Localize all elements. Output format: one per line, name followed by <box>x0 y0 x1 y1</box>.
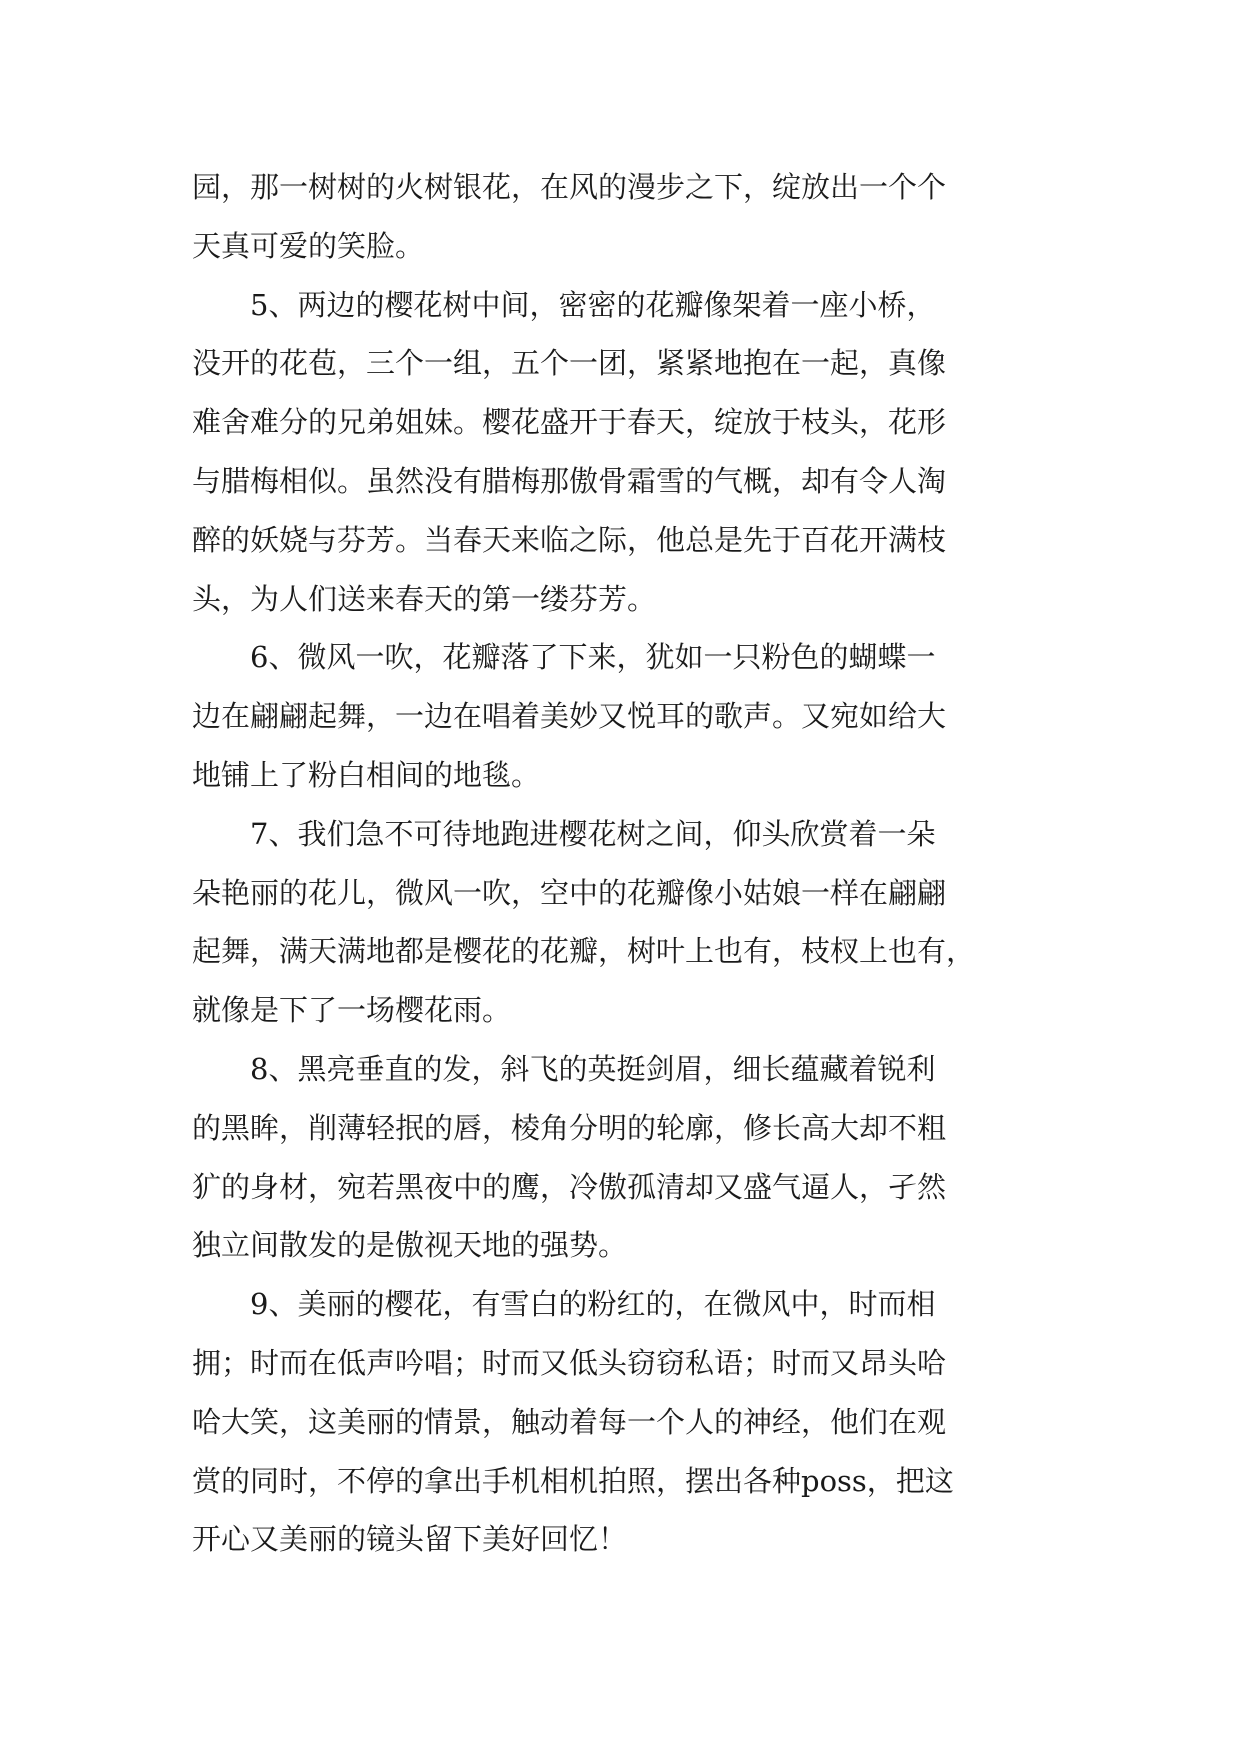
text-line: 就像是下了一场樱花雨。 <box>192 993 512 1028</box>
paragraph <box>192 805 1054 1040</box>
text-line: 与腊梅相似。虽然没有腊梅那傲骨霜雪的气概，却有令人淘 <box>192 463 947 498</box>
text-line: 头，为人们送来春天的第一缕芬芳。 <box>192 581 657 616</box>
paragraph <box>192 158 1054 276</box>
text-line: 拥；时而在低声吟唱；时而又低头窃窃私语；时而又昂头哈 <box>192 1345 947 1380</box>
text-line: 天真可爱的笑脸。 <box>192 228 425 263</box>
text-line: 赏的同时，不停的拿出手机相机拍照，摆出各种poss，把这 <box>192 1463 954 1498</box>
body-text <box>192 158 1054 1569</box>
text-line: 8、黑亮垂直的发，斜飞的英挺剑眉，细长蕴藏着锐利 <box>250 1051 936 1086</box>
text-line: 的黑眸，削薄轻抿的唇，棱角分明的轮廓，修长高大却不粗 <box>192 1110 947 1145</box>
paragraph <box>192 1040 1054 1275</box>
text-line: 9、美丽的樱花，有雪白的粉红的，在微风中，时而相 <box>250 1287 936 1322</box>
text-line: 6、微风一吹，花瓣落了下来，犹如一只粉色的蝴蝶一 <box>250 640 936 675</box>
text-line: 独立间散发的是傲视天地的强势。 <box>192 1228 628 1263</box>
paragraph <box>192 1275 1054 1569</box>
text-line: 园，那一树树的火树银花，在风的漫步之下，绽放出一个个 <box>192 170 947 204</box>
paragraph <box>192 276 1054 629</box>
text-line: 朵艳丽的花儿，微风一吹，空中的花瓣像小姑娘一样在翩翩 <box>192 875 947 910</box>
text-line: 没开的花苞，三个一组，五个一团，紧紧地抱在一起，真像 <box>192 346 947 381</box>
text-line: 5、两边的樱花树中间，密密的花瓣像架着一座小桥， <box>250 287 936 322</box>
text-line: 醉的妖娆与芬芳。当春天来临之际，他总是先于百花开满枝 <box>192 522 947 557</box>
text-line: 难舍难分的兄弟姐妹。樱花盛开于春天，绽放于枝头，花形 <box>192 405 947 440</box>
text-line: 犷的身材，宛若黑夜中的鹰，冷傲孤清却又盛气逼人，孑然 <box>192 1169 947 1204</box>
text-line: 哈大笑，这美丽的情景，触动着每一个人的神经，他们在观 <box>192 1404 947 1439</box>
text-line: 起舞，满天满地都是樱花的花瓣，树叶上也有，枝杈上也有， <box>192 934 976 969</box>
paragraph <box>192 628 1054 804</box>
text-line: 边在翩翩起舞，一边在唱着美妙又悦耳的歌声。又宛如给大 <box>192 699 947 734</box>
text-line: 地铺上了粉白相间的地毯。 <box>192 757 541 792</box>
text-line: 开心又美丽的镜头留下美好回忆！ <box>192 1522 628 1557</box>
text-line: 7、我们急不可待地跑进樱花树之间，仰头欣赏着一朵 <box>250 816 936 851</box>
